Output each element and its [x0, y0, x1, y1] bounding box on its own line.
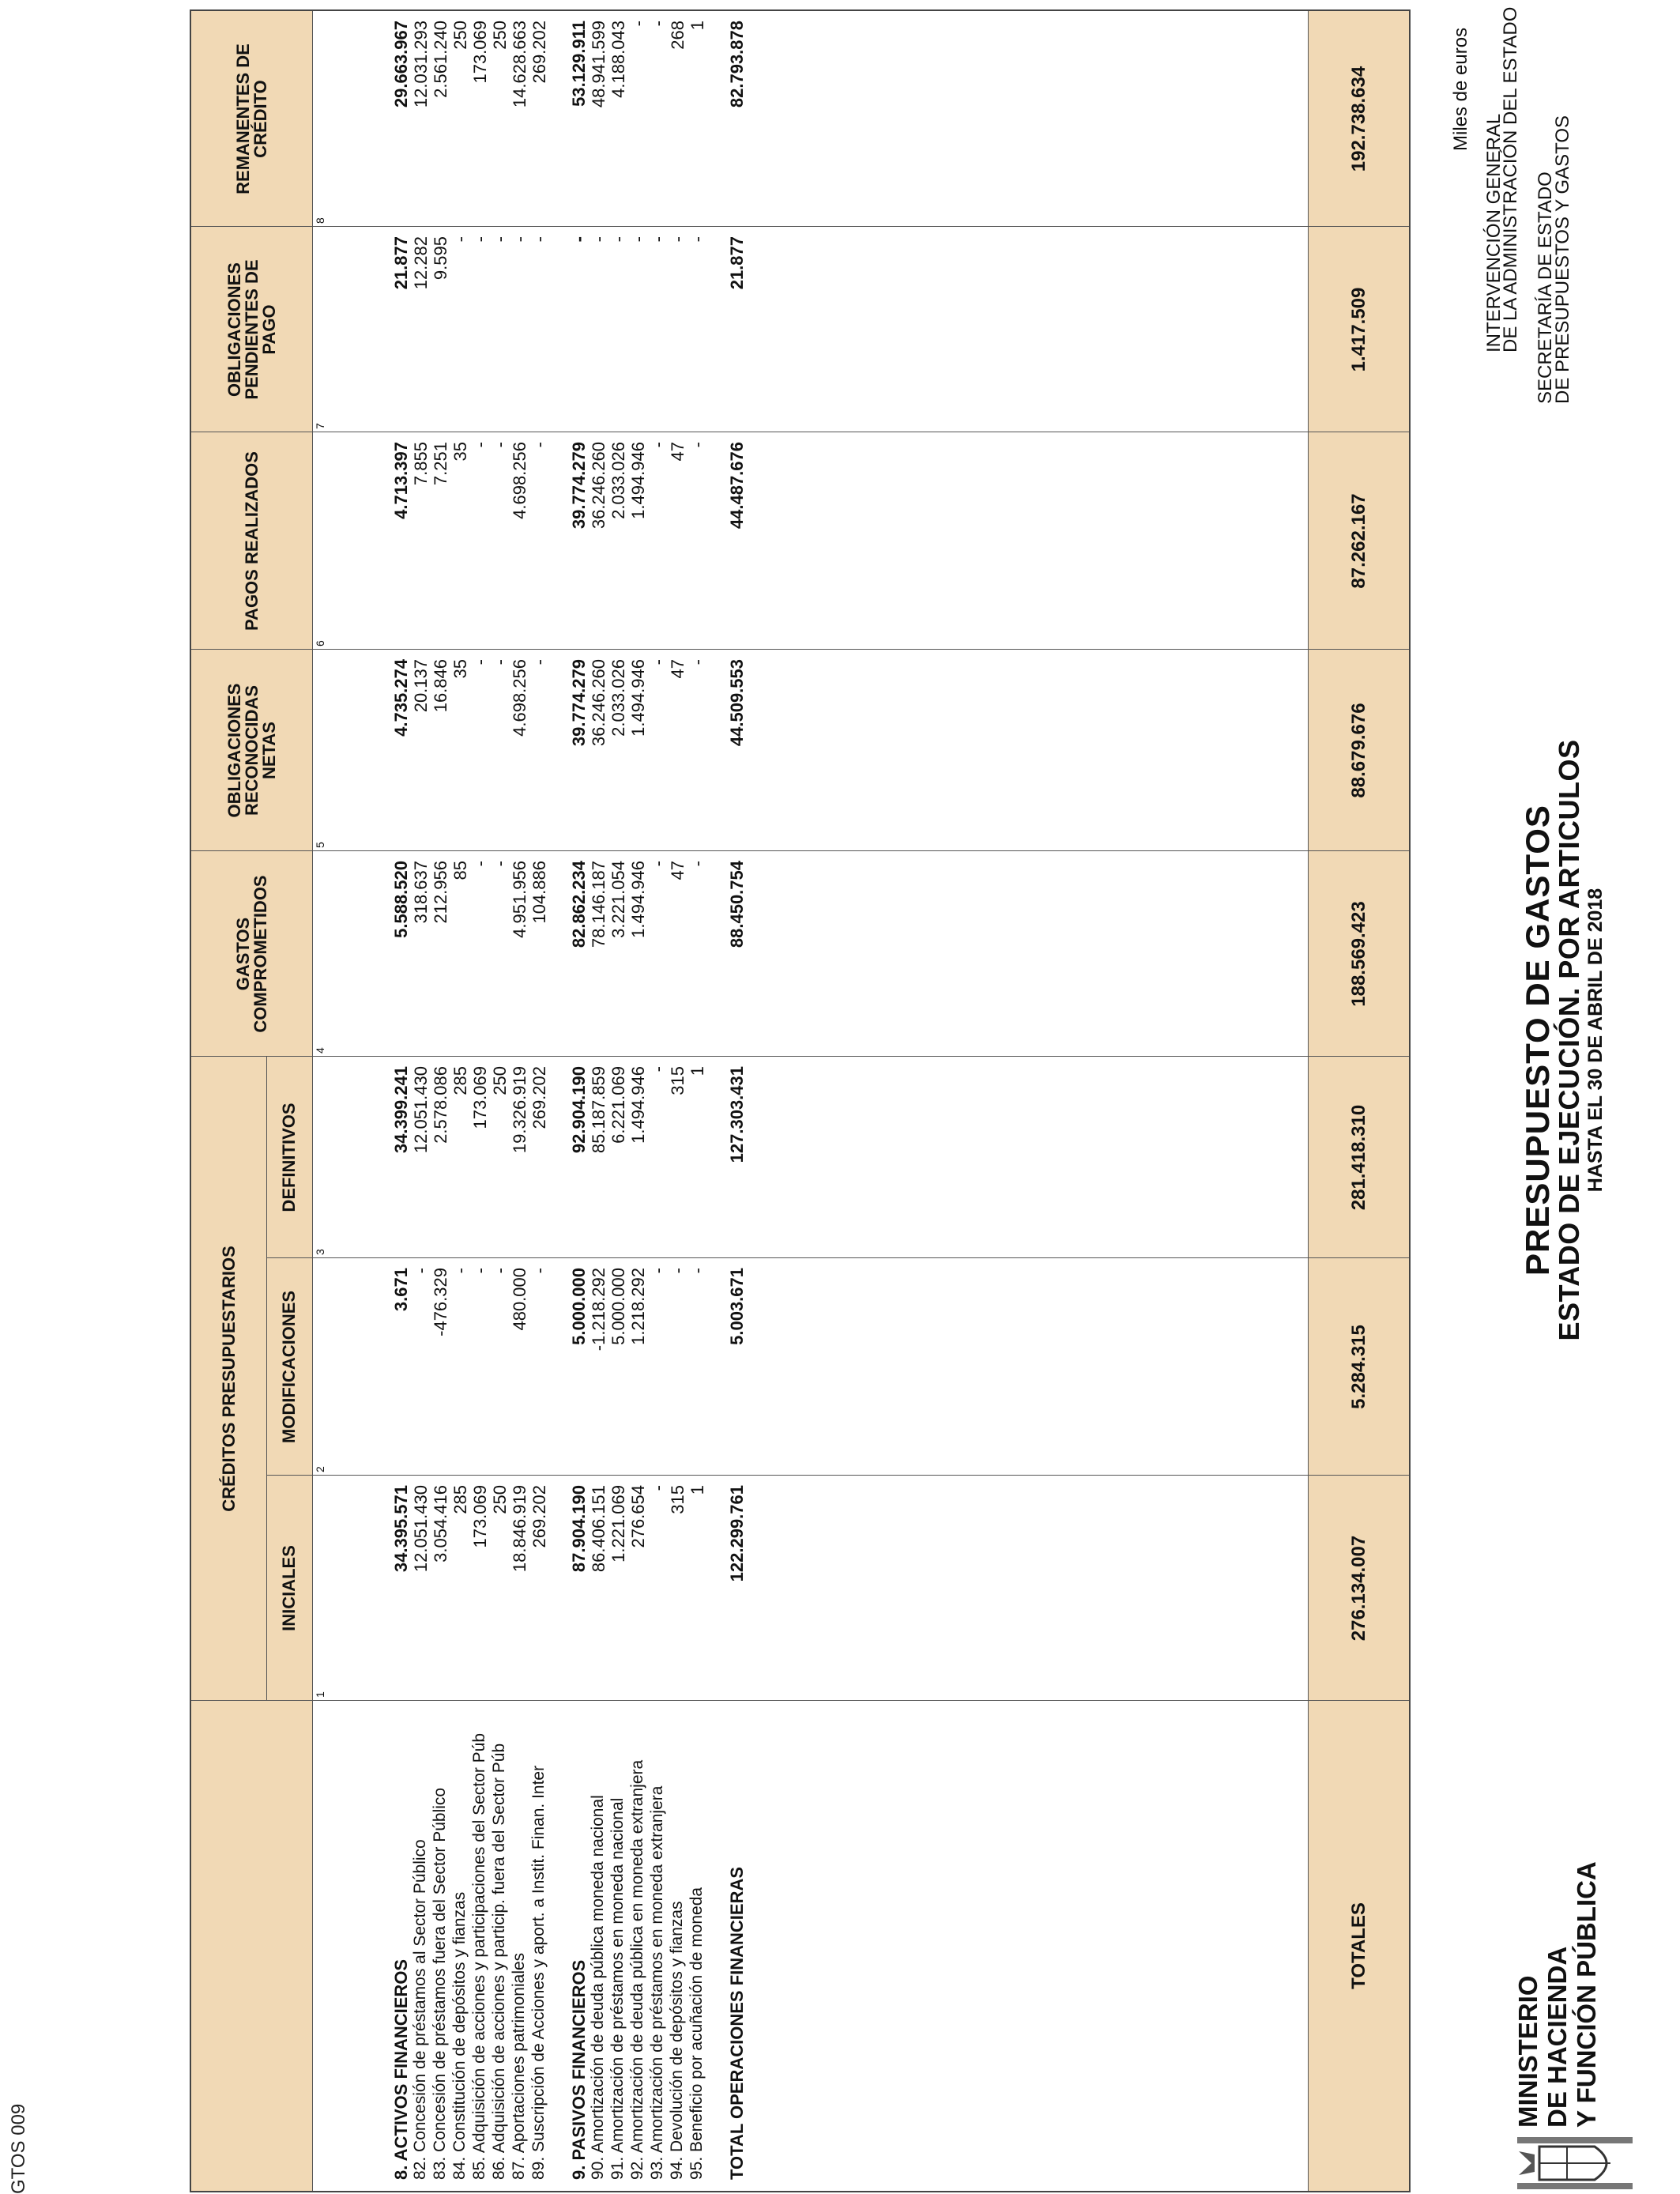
- row-label: 85. Adquisición de acciones y participaciones del Sector Púb: [470, 1732, 488, 2180]
- row-value: -: [490, 442, 510, 448]
- row-value: -1.218.292: [589, 1268, 608, 1351]
- row-value: 250: [490, 21, 510, 50]
- row-value: -: [687, 442, 707, 448]
- row-value: 2.578.086: [431, 1066, 450, 1144]
- row-value: 212.956: [431, 861, 450, 924]
- row-value: 315: [668, 1066, 687, 1095]
- row-value: 4.735.274: [391, 659, 411, 737]
- row-value: 1.494.946: [628, 1066, 648, 1144]
- row-value: 12.031.293: [411, 21, 431, 108]
- row-value: -: [648, 236, 668, 243]
- row-value: -: [450, 1268, 470, 1274]
- row-value: -: [529, 659, 549, 665]
- row-value: 36.246.260: [589, 659, 608, 747]
- row-value: -: [628, 21, 648, 27]
- row-value: 14.628.663: [510, 21, 529, 108]
- title-date: HASTA EL 30 DE ABRIL DE 2018: [1584, 888, 1607, 1193]
- row-value: 250: [490, 1066, 510, 1095]
- row-value: 53.129.911: [569, 21, 589, 107]
- col-header-remanentes: REMANENTES DE CRÉDITO: [232, 43, 270, 194]
- col-header-obligaciones: OBLIGACIONES RECONOCIDAS NETAS: [224, 683, 279, 818]
- row-value: 3.671: [391, 1268, 411, 1312]
- row-value: -: [569, 236, 589, 243]
- row-value: 12.051.430: [411, 1485, 431, 1573]
- row-value: -: [648, 1268, 668, 1274]
- row-value: 480.000: [510, 1268, 529, 1331]
- row-value: 88.450.754: [727, 861, 747, 948]
- row-value: 5.000.000: [608, 1268, 628, 1345]
- row-value: 3.054.416: [431, 1485, 450, 1563]
- row-value: 4.698.256: [510, 442, 529, 519]
- row-value: 82.793.878: [727, 21, 747, 108]
- totals-label: TOTALES: [1348, 1902, 1369, 1989]
- header-divider: [312, 11, 313, 2191]
- row-label: 89. Suscripción de Acciones y aport. a Instit. Finan. Inter: [529, 1765, 548, 2180]
- row-value: 35: [450, 442, 470, 462]
- col-header-pendientes: OBLIGACIONES PENDIENTES DE PAGO: [224, 259, 279, 400]
- row-label: 91. Amortización de préstamos en moneda nacional: [608, 1797, 627, 2180]
- row-value: 173.069: [470, 1485, 490, 1548]
- row-value: 47: [668, 442, 687, 462]
- ministry-line: MINISTERIO: [1513, 1975, 1543, 2128]
- row-value: 269.202: [529, 1066, 549, 1129]
- row-label: 86. Adquisición de acciones y particip. fuera del Sector Púb: [490, 1743, 508, 2180]
- row-label: 8. ACTIVOS FINANCIEROS: [391, 1958, 411, 2180]
- row-value: -: [648, 1066, 668, 1072]
- ministry-line: Y FUNCIÓN PÚBLICA: [1572, 1861, 1601, 2128]
- row-value: 36.246.260: [589, 442, 608, 530]
- row-value: -: [470, 861, 490, 867]
- totals-value: 281.418.310: [1348, 1104, 1369, 1211]
- row-value: 47: [668, 659, 687, 679]
- row-value: 1: [687, 1066, 707, 1076]
- ministry-line: DE HACIENDA: [1543, 1946, 1572, 2128]
- row-value: 12.051.430: [411, 1066, 431, 1154]
- row-value: 2.033.026: [608, 442, 628, 519]
- totals-value: 192.738.634: [1348, 66, 1369, 172]
- row-value: -: [668, 236, 687, 243]
- row-value: 85.187.859: [589, 1066, 608, 1154]
- row-value: 285: [450, 1066, 470, 1095]
- totals-value: 88.679.676: [1348, 703, 1369, 798]
- row-value: 1.494.946: [628, 442, 648, 519]
- row-value: -: [490, 659, 510, 665]
- row-label: TOTAL OPERACIONES FINANCIERAS: [727, 1866, 747, 2180]
- row-value: -: [470, 1268, 490, 1274]
- row-value: 1.218.292: [628, 1268, 648, 1345]
- row-value: -: [529, 442, 549, 448]
- col-header-gastos: GASTOS COMPROMETIDOS: [232, 875, 270, 1033]
- column-divider: [191, 1056, 1409, 1057]
- row-value: 127.303.431: [727, 1066, 747, 1163]
- secretaria-line: DE PRESUPUESTOS Y GASTOS: [1552, 115, 1573, 404]
- row-value: 122.299.761: [727, 1485, 747, 1582]
- row-value: -: [589, 236, 608, 243]
- row-value: -: [490, 861, 510, 867]
- column-number: 5: [314, 842, 326, 848]
- row-value: 7.855: [411, 442, 431, 486]
- row-value: 18.846.919: [510, 1485, 529, 1573]
- row-value: 47: [668, 861, 687, 880]
- row-value: 268: [668, 21, 687, 50]
- row-value: -: [648, 442, 668, 448]
- row-value: 276.654: [628, 1485, 648, 1548]
- row-value: -: [510, 236, 529, 243]
- row-label: 87. Aportaciones patrimoniales: [510, 1952, 528, 2180]
- row-value: 7.251: [431, 442, 450, 486]
- row-value: 21.877: [391, 236, 411, 290]
- row-value: 4.188.043: [608, 21, 628, 98]
- totals-value: 87.262.167: [1348, 493, 1369, 589]
- row-value: 173.069: [470, 21, 490, 84]
- row-value: 39.774.279: [569, 659, 589, 747]
- row-value: 1.221.069: [608, 1485, 628, 1563]
- row-value: 1: [687, 1485, 707, 1495]
- form-code: GTOS 009: [8, 2103, 29, 2194]
- column-divider: [191, 1700, 1409, 1701]
- row-value: 34.399.241: [391, 1066, 411, 1154]
- col-header-modificaciones: MODIFICACIONES: [279, 1290, 299, 1444]
- row-value: -: [668, 1268, 687, 1274]
- row-value: 250: [490, 1485, 510, 1514]
- row-label: 83. Concesión de préstamos fuera del Sector Público: [431, 1787, 449, 2180]
- column-number: 7: [314, 423, 326, 429]
- row-value: 20.137: [411, 659, 431, 713]
- totals-value: 188.569.423: [1348, 901, 1369, 1007]
- row-value: 315: [668, 1485, 687, 1514]
- row-label: 95. Beneficio por acuñación de moneda: [687, 1887, 706, 2180]
- row-value: 78.146.187: [589, 861, 608, 948]
- column-divider: [266, 1475, 1409, 1476]
- secretaria-line: SECRETARÍA DE ESTADO: [1535, 172, 1556, 404]
- row-value: 85: [450, 861, 470, 880]
- row-value: 29.663.967: [391, 21, 411, 108]
- coat-of-arms-icon: [1516, 2134, 1634, 2192]
- row-value: 269.202: [529, 1485, 549, 1548]
- group-header-creditos: CRÉDITOS PRESUPUESTARIOS: [218, 1246, 239, 1512]
- row-value: 173.069: [470, 1066, 490, 1129]
- row-value: 5.588.520: [391, 861, 411, 938]
- column-divider: [191, 649, 1409, 650]
- row-value: -: [648, 1485, 668, 1491]
- row-value: -: [648, 21, 668, 27]
- row-value: -: [470, 659, 490, 665]
- row-value: -: [628, 236, 648, 243]
- row-value: -: [608, 236, 628, 243]
- row-value: 285: [450, 1485, 470, 1514]
- row-value: -: [490, 236, 510, 243]
- row-value: 82.862.234: [569, 861, 589, 948]
- ministry-name: [1513, 1861, 1601, 2128]
- row-value: 92.904.190: [569, 1066, 589, 1154]
- row-value: 104.886: [529, 861, 549, 924]
- row-value: 34.395.571: [391, 1485, 411, 1573]
- row-value: 87.904.190: [569, 1485, 589, 1573]
- row-value: 5.003.671: [727, 1268, 747, 1345]
- row-value: -: [687, 659, 707, 665]
- secretaria: [1537, 115, 1572, 404]
- row-value: 2.561.240: [431, 21, 450, 98]
- row-value: 16.846: [431, 659, 450, 713]
- column-number: 6: [314, 640, 326, 647]
- row-value: -: [648, 659, 668, 665]
- row-label: 82. Concesión de préstamos al Sector Público: [411, 1839, 429, 2180]
- row-value: 6.221.069: [608, 1066, 628, 1144]
- row-value: 5.000.000: [569, 1268, 589, 1345]
- row-label: 84. Constitución de depósitos y fianzas: [450, 1891, 469, 2180]
- row-value: 35: [450, 659, 470, 679]
- row-value: 4.951.956: [510, 861, 529, 938]
- col-header-pagos: PAGOS REALIZADOS: [241, 451, 262, 631]
- totals-divider: [1308, 11, 1309, 2191]
- totals-value: 1.417.509: [1348, 287, 1369, 372]
- col-header-definitivos: DEFINITIVOS: [279, 1103, 299, 1212]
- row-value: -: [490, 1268, 510, 1274]
- row-value: 1: [687, 21, 707, 31]
- row-value: 44.487.676: [727, 442, 747, 530]
- row-value: 9.595: [431, 236, 450, 281]
- row-value: 2.033.026: [608, 659, 628, 737]
- report-title: [1521, 692, 1607, 1388]
- row-value: 48.941.599: [589, 21, 608, 108]
- row-value: 44.509.553: [727, 659, 747, 747]
- column-number: 4: [314, 1047, 326, 1054]
- row-value: -: [648, 861, 668, 867]
- column-number: 8: [314, 217, 326, 224]
- column-divider: [191, 226, 1409, 227]
- row-value: 19.326.919: [510, 1066, 529, 1154]
- row-value: -: [687, 236, 707, 243]
- row-value: -: [470, 442, 490, 448]
- row-label: 93. Amortización de préstamos en moneda extranjera: [648, 1785, 666, 2180]
- row-value: -: [411, 1268, 431, 1274]
- col-header-iniciales: INICIALES: [279, 1545, 299, 1631]
- row-value: 4.698.256: [510, 659, 529, 737]
- row-value: 3.221.054: [608, 861, 628, 938]
- row-value: -: [687, 861, 707, 867]
- row-value: 21.877: [727, 236, 747, 290]
- row-value: -: [450, 236, 470, 243]
- column-divider: [191, 850, 1409, 851]
- row-value: 86.406.151: [589, 1485, 608, 1573]
- totals-value: 276.134.007: [1348, 1535, 1369, 1642]
- row-value: 250: [450, 21, 470, 50]
- budget-table: [190, 9, 1411, 2192]
- column-number: 3: [314, 1249, 326, 1255]
- title-main: PRESUPUESTO DE GASTOS: [1519, 805, 1556, 1276]
- row-value: -476.329: [431, 1268, 450, 1336]
- intervencion-line: INTERVENCIÓN GENERAL: [1483, 113, 1505, 352]
- column-number: 1: [314, 1691, 326, 1698]
- row-value: -: [470, 236, 490, 243]
- row-label: 90. Amortización de deuda pública moneda nacional: [589, 1795, 607, 2180]
- totals-value: 5.284.315: [1348, 1325, 1369, 1409]
- row-value: 4.713.397: [391, 442, 411, 519]
- intervencion: [1483, 6, 1521, 352]
- title-sub: ESTADO DE EJECUCIÓN. POR ARTICULOS: [1553, 739, 1585, 1341]
- row-value: 318.637: [411, 861, 431, 924]
- row-value: 12.282: [411, 236, 431, 290]
- row-label: 94. Devolución de depósitos y fianzas: [668, 1901, 686, 2180]
- row-value: 39.774.279: [569, 442, 589, 530]
- column-number: 2: [314, 1466, 326, 1472]
- row-value: 269.202: [529, 21, 549, 84]
- row-value: 1.494.946: [628, 861, 648, 938]
- unit-label: Miles de euros: [1450, 27, 1471, 151]
- row-value: 1.494.946: [628, 659, 648, 737]
- row-value: -: [529, 236, 549, 243]
- label-header: [191, 1701, 312, 2191]
- intervencion-line: DE LA ADMINISTRACIÓN DEL ESTADO: [1500, 6, 1521, 352]
- row-label: 9. PASIVOS FINANCIEROS: [569, 1959, 589, 2180]
- row-value: -: [687, 1268, 707, 1274]
- row-label: 92. Amortización de deuda pública en moneda extranjera: [628, 1759, 646, 2180]
- row-value: -: [529, 1268, 549, 1274]
